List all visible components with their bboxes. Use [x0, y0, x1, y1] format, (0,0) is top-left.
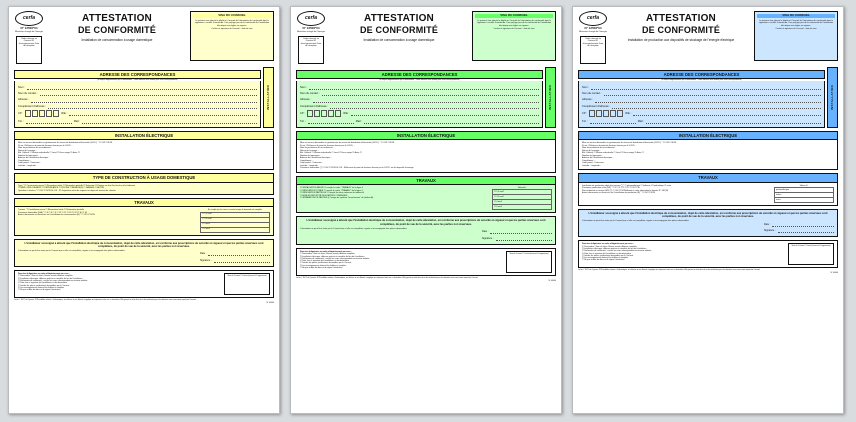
footer-ref: N° 00000 — [830, 272, 838, 275]
install-line-0: Mise en service demandée au gestionnaire du réseau de distribution d'électricité (G.R.D.) * ☐ OUI ☐ NON — [18, 142, 113, 145]
declaration-text: L'installateur soussigné a attesté que l'installation électrique de consommation, objet de cette attestation, est conforme aux prescriptions de sécurité en vigueur et que les parties réservées sont complétées, du point de vue de la sécurité, avec les parties non réservées. — [588, 211, 828, 219]
label-tel: Tél. : — [582, 119, 588, 123]
footer-item-6: ⑦ Ne pas oublier de dater et de signer l'attestation — [582, 259, 625, 262]
travaux-line-0: Installation de production objet des travaux (*) * ☐ photovoltaïque ☐ éolienne ☐ hydraulique ☐ autre — [582, 184, 672, 187]
declaration-block — [578, 209, 838, 238]
label-nom: Nom : — [582, 85, 589, 89]
type-line-1: ☐ PAVILLON/LOGEMENT ☐ DÉPENDANCE ☐ PISCINE ☐ ANNEXE(S) ☐ GARAGE ☐ AUTRE — [18, 187, 104, 190]
type-construction-fields — [14, 183, 274, 196]
footer-item-1: ② Installation électrique : Adresse précise et complète du lieu de l'installation — [582, 248, 647, 250]
visa-note: Le présent visa atteste le dépôt au Consuel de l'attestation de conformité dont le signataire a certifié l'exactitude. Il ne préjuge pas de la conformité de l'installation électrique aux règles en vigueur. — [476, 19, 552, 27]
install-line-4: Bât. Collectif ☐ Maison individuelle ☐ Local ☐ Hors usage ☐ Autre ☐ — [582, 152, 644, 155]
travaux-note: Ne remplir que les cases ci-contre lorsque la demande est complète — [207, 209, 263, 212]
label-nom: Nom : — [300, 85, 307, 89]
declaration-block — [14, 239, 274, 268]
travaux-cell-2[interactable]: autre — [775, 197, 834, 202]
cerfa-logo-block — [578, 11, 608, 64]
travaux-line-2: Autres documents ou électricité sur l'installation de consommation (B) * ☐ OUI ☐ NON — [18, 214, 95, 217]
sheet-header — [14, 11, 274, 67]
label-nom-contact: Nom du contact : — [300, 92, 320, 96]
install-line-7: Complément : — [18, 159, 31, 162]
form-ministry: Ministère chargé de l'énergie — [296, 30, 326, 33]
install-line-9: Latitude : Longitude : — [582, 164, 601, 167]
band-installation: INSTALLATION ÉLECTRIQUE — [296, 131, 556, 140]
input-signature[interactable] — [778, 228, 834, 233]
sheet-subtitle: Installation de production aux dispositifs de stockage de l'énergie électrique — [627, 37, 735, 42]
label-nom-contact: Nom du contact : — [18, 92, 38, 96]
footer-item-6: ⑦ Ne pas oublier de dater et de signer l'attestation — [300, 266, 343, 269]
travaux-line-1: ☐ RÉNOVATION TOTALE ☐ remplir le cadre "TRAVAUX" de la ligne 4 — [300, 189, 363, 192]
footer-visa-box: Visa du Consuel / Cachet (réservé à l'organisme) — [224, 273, 270, 295]
consuel-reserved-box: Cadre réservé au Consuel N° d'enregistrement Date de réception — [16, 36, 42, 64]
band-installation: INSTALLATION ÉLECTRIQUE — [14, 131, 274, 140]
form-ministry: Ministère chargé de l'énergie — [578, 30, 608, 33]
band-type-construction: TYPE DE CONSTRUCTION À USAGE DOMESTIQUE — [14, 173, 274, 182]
travaux-note: Tableau B : — [799, 184, 809, 187]
install-line-2: Nom du prestataire de raccordement : — [582, 147, 616, 150]
adresse-fields — [578, 81, 825, 128]
declaration-block — [296, 216, 556, 245]
input-nom[interactable] — [591, 85, 821, 90]
input-nom-contact[interactable] — [40, 91, 257, 96]
install-line-7: Complément : — [300, 159, 313, 162]
consuel-reserved-box: Cadre réservé au Consuel N° d'enregistrement Date de réception — [580, 36, 606, 64]
install-line-1: Si oui : Référence du point de livraison fournie par le G.R.D. : — [300, 144, 355, 147]
travaux-fields — [296, 185, 556, 213]
declaration-text: L'installateur soussigné a attesté que l'installation électrique de consommation, objet de cette attestation, est conforme aux prescriptions de sécurité en vigueur et que les parties réservées sont complétées, du point de vue de la sécurité, avec les parties non réservées. — [24, 241, 264, 248]
label-ville: Ville : — [343, 112, 350, 116]
sheet-jaune[interactable] — [8, 6, 280, 414]
travaux-line-2: Raccordement au réseau GRD (*) ☐ OUI ☐ NON Arrivée à cette attestation le dossier N° 140 (B) — [582, 189, 669, 192]
type-line-0: Type * ☐ Construction neuve ☐ Rénovation totale ☐ Rénovation partielle ☐ Extension ☐ Remise en état d'un local ou d'un bâtiment — [18, 184, 136, 187]
footer-item-2: ③ Déclaration de conformité : cocher les cases correspondant aux travaux réalisés — [300, 257, 370, 260]
input-nom[interactable] — [309, 85, 539, 90]
sidetab-installation — [827, 67, 838, 128]
install-line-9: Latitude : Longitude : — [18, 164, 37, 167]
travaux-cell-2[interactable]: ☐ 4 mm² — [493, 200, 552, 205]
bottom-legal: La loi n° 78-17 du 6 janvier 1978 modifiée relative à l'informatique, aux fichiers et aux libertés s'applique aux réponses faites sur ce formulaire. Elle garantit un droit d'accès et de rectification pour les données vous concernant auprès du Consuel. — [14, 299, 197, 302]
label-date: Date : — [764, 222, 771, 226]
label-tel: Tél. : — [300, 119, 306, 123]
footer-item-5: ⑥ Les renseignements doivent être lisibles et complets — [300, 264, 347, 267]
adresse-section — [296, 67, 556, 128]
input-signature[interactable] — [214, 258, 270, 263]
cerfa-logo: cerfa — [579, 11, 607, 26]
footer-visa-box: Visa du Consuel / Cachet (réservé à l'organisme) — [788, 243, 834, 265]
adresse-fields — [14, 81, 261, 128]
footer-item-3: ④ Date, lieu et signature de l'installateur ou du demandeur — [300, 260, 350, 263]
install-line-1: Si oui : Référence du point de livraison fournie par le G.R.D. : — [18, 144, 73, 147]
form-ministry: Ministère chargé de l'énergie — [14, 30, 44, 33]
label-ville: Ville : — [61, 112, 68, 116]
label-adresse: Adresse : — [582, 98, 593, 102]
input-cp[interactable] — [589, 110, 623, 117]
install-line-8: Code postal : Commune : — [300, 162, 323, 165]
adresse-fields — [296, 81, 543, 128]
visa-footer: Cachet et signature du Consuel – date de visa — [775, 27, 817, 30]
input-date[interactable] — [208, 251, 270, 256]
title-line-2: DE CONFORMITÉ — [77, 24, 157, 35]
travaux-cell-3[interactable]: ☐ 6 mm² — [493, 205, 552, 210]
travaux-cell-1[interactable]: ☐ 2,5 mm² — [493, 195, 552, 200]
travaux-line-1: Puissance demandée (kVA) * ☐ 3 ☐ 6 ☐ 9 ☐ 12 ☐ 15 ☐ 18 ☐ 24 ☐ 30 ☐ 36 — [18, 211, 87, 214]
visa-title: VISA DU CONSUEL — [193, 14, 271, 18]
install-line-5: Nombre de logements : — [18, 154, 39, 157]
input-nom-contact[interactable] — [322, 91, 539, 96]
band-travaux: TRAVAUX — [296, 176, 556, 185]
label-ville: Ville : — [625, 112, 632, 116]
footer-item-5: ⑥ Les renseignements doivent être lisibles et complets — [18, 286, 65, 289]
input-date[interactable] — [772, 222, 834, 227]
label-mail: Mail : — [355, 119, 362, 123]
label-signature: Signature : — [764, 229, 776, 233]
title-block — [47, 11, 187, 42]
title-line-2: DE CONFORMITÉ — [359, 24, 439, 35]
label-complement: Complément d'adresse : — [18, 104, 47, 108]
label-date: Date : — [482, 230, 489, 234]
sheet-header — [578, 11, 838, 67]
travaux-line-0: Travaux * ☐ Installation neuve ☐ Rénovation totale ☐ Rénovation partielle — [18, 209, 85, 212]
install-extra: Puissance demandée (*) ☐ OUI ☐ NON Si OUI : Référence du point de livraison fournie par le G.R.D. ou du dispositif d'ouvrage — [300, 167, 414, 170]
install-line-5: Nombre de logements : — [582, 154, 603, 157]
install-line-6: Adresse de l'installation électrique : — [300, 157, 332, 160]
form-number: N° 12506*04 — [584, 26, 602, 30]
install-line-6: Adresse de l'installation électrique : — [582, 157, 614, 160]
install-line-7: Complément : — [582, 159, 595, 162]
sidetab-label: INSTALLATION — [547, 84, 552, 111]
travaux-line-3: Autres documents ou électricité sur l'installation de production (B) * ☐ OUI ☐ NON — [582, 192, 656, 195]
input-tel[interactable] — [26, 119, 72, 124]
band-adresse: ADRESSE DES CORRESPONDANCES — [296, 70, 543, 79]
label-cp: CP : — [300, 112, 305, 116]
footer-item-3: ④ Date, lieu et signature de l'installateur ou du demandeur — [18, 282, 68, 285]
label-complement: Complément d'adresse : — [300, 104, 329, 108]
form-number: N° 12506*04 — [20, 26, 38, 30]
adresse-section — [578, 67, 838, 128]
declaration-note: L'attestation ne peut être visée par le Consuel que si elle est complétée, signée et accompagnée des pièces demandées. — [18, 250, 126, 253]
label-mail: Mail : — [73, 119, 80, 123]
travaux-line-0: ☐ INSTALLATION NEUVE ☐ remplir le cadre "TRAVAUX" de la ligne 4 — [300, 187, 363, 190]
travaux-cell-0[interactable]: ☐ 1,5 mm² — [493, 190, 552, 195]
install-line-8: Code postal : Commune : — [582, 162, 605, 165]
sidetab-installation — [263, 67, 274, 128]
title-line-1: ATTESTATION — [82, 13, 152, 24]
travaux-cell-1[interactable]: ☐ 2,5 mm² — [201, 217, 270, 222]
sheet-subtitle: Installation de consommation à usage domestique — [81, 37, 153, 42]
travaux-note: Tableau A : — [517, 187, 527, 190]
sidetab-label: INSTALLATION — [829, 84, 834, 111]
band-travaux: TRAVAUX — [578, 173, 838, 182]
footer-item-1: ② Installation électrique : Adresse précise et complète du lieu de l'installation — [300, 255, 365, 258]
label-mail: Mail : — [637, 119, 644, 123]
cerfa-logo: cerfa — [297, 11, 325, 26]
install-line-4: Bât. Collectif ☐ Maison individuelle ☐ Local ☐ Hors usage ☐ Autre ☐ — [300, 152, 362, 155]
footer-item-6: ⑦ Ne pas oublier de dater et de signer l'attestation — [18, 289, 61, 292]
label-signature: Signature : — [200, 258, 212, 262]
footer-item-0: ① Demandeur : Nom du client, Raison sociale, Adresse complète — [18, 275, 73, 278]
visa-footer: Cachet et signature du Consuel – date de visa — [211, 27, 253, 30]
travaux-cell-0[interactable]: ☐ 1,5 mm² — [201, 212, 270, 217]
bottom-legal: La loi n° 78-17 du 6 janvier 1978 modifiée relative à l'informatique, aux fichiers et aux libertés s'applique aux réponses faites sur ce formulaire. Elle garantit un droit d'accès et de rectification pour les données vous concernant auprès du Consuel. — [578, 269, 761, 272]
cerfa-logo-block — [296, 11, 326, 64]
footer-item-0: ① Demandeur : Nom du client, Raison sociale, Adresse complète — [582, 245, 637, 248]
travaux-cell-1[interactable]: éolien — [775, 192, 834, 197]
input-signature[interactable] — [496, 236, 552, 241]
travaux-fields — [578, 183, 838, 206]
type-line-2: Opération à évaluer * ☐ OUI ☐ NON Si OUI : N° d'opération et/ou de segment et objets de travaux de chantier — [18, 189, 116, 192]
install-line-3: Nature de l'ouvrage : — [18, 149, 37, 152]
install-line-1: Si oui : Référence du point de livraison fournie par le G.R.D. : — [582, 144, 637, 147]
declaration-text: L'installateur soussigné a attesté que l'installation électrique de consommation, objet de cette attestation, est conforme aux prescriptions de sécurité en vigueur et que les parties réservées sont complétées, du point de vue de la sécurité, avec les parties non réservées. — [306, 219, 546, 226]
label-complement: Complément d'adresse : — [582, 104, 611, 108]
input-mail[interactable] — [646, 119, 821, 124]
input-complement[interactable] — [48, 104, 257, 109]
install-line-2: Nom du prestataire de raccordement : — [18, 147, 52, 150]
input-tel[interactable] — [308, 119, 354, 124]
footer-item-4: ⑤ Joindre les pièces justificatives demandées par le Consuel — [300, 262, 352, 265]
band-adresse-sub: (à remplir obligatoirement par le demandeur – cette adresse sera utilisée pour toute correspondance) — [97, 79, 178, 82]
footer-item-0: ① Demandeur : Nom du client, Raison sociale, Adresse complète — [300, 253, 355, 256]
consuel-reserved-box: Cadre réservé au Consuel N° d'enregistrement Date de réception — [298, 36, 324, 64]
input-ville[interactable] — [351, 111, 539, 116]
title-line-1: ATTESTATION — [646, 13, 716, 24]
install-line-6: Adresse de l'installation électrique : — [18, 157, 50, 160]
footer-item-2: ③ Déclaration de conformité : cocher les cases correspondant aux travaux réalisés — [582, 250, 652, 253]
installation-fields — [296, 140, 556, 173]
cerfa-logo-block — [14, 11, 44, 64]
title-block — [611, 11, 751, 42]
band-adresse: ADRESSE DES CORRESPONDANCES — [14, 70, 261, 79]
install-line-4: Bât. Collectif ☐ Maison individuelle ☐ Local ☐ Hors usage ☐ Autre ☐ — [18, 152, 80, 155]
input-complement[interactable] — [612, 104, 821, 109]
footer-title: Données obligatoires au cadre obligatoirement par vous : — [582, 243, 634, 246]
footer-item-2: ③ Déclaration de conformité : cocher les cases correspondant aux travaux réalisés — [18, 280, 88, 283]
input-adresse[interactable] — [313, 98, 539, 103]
travaux-cell-0[interactable]: photovoltaïque — [775, 187, 834, 192]
input-complement[interactable] — [330, 104, 539, 109]
input-date[interactable] — [490, 229, 552, 234]
input-nom-contact[interactable] — [604, 91, 821, 96]
install-line-2: Nom du prestataire de raccordement : — [300, 147, 334, 150]
sidetab-installation — [545, 67, 556, 128]
label-cp: CP : — [18, 112, 23, 116]
band-adresse-sub: (à remplir obligatoirement par le demandeur – cette adresse sera utilisée pour toute correspondance) — [661, 79, 742, 82]
travaux-line-1: Puissance production crête (kW) * ☐ 3 ☐ 6 ☐ 9 ☐ 12 ☐ 18 ☐ 36 — [582, 187, 640, 190]
title-line-1: ATTESTATION — [364, 13, 434, 24]
footer-item-4: ⑤ Joindre les pièces justificatives demandées par le Consuel — [582, 254, 634, 257]
install-line-8: Code postal : Commune : — [18, 162, 41, 165]
travaux-table[interactable] — [492, 189, 552, 210]
travaux-line-3: ☐ MISE EN SÉCURITÉ DES PARTIES COMMUNES — [300, 194, 348, 197]
band-installation: INSTALLATION ÉLECTRIQUE — [578, 131, 838, 140]
visa-consuel-box — [190, 11, 274, 61]
visa-note: Le présent visa atteste le dépôt au Consuel de l'attestation de conformité dont le signataire a certifié l'exactitude. Il ne préjuge pas de la conformité de l'installation électrique aux règles en vigueur. — [194, 19, 270, 27]
visa-title: VISA DU CONSUEL — [757, 14, 835, 18]
installation-fields — [578, 140, 838, 170]
install-line-3: Nature de l'ouvrage : — [582, 149, 601, 152]
form-number: N° 12506*04 — [302, 26, 320, 30]
install-line-0: Mise en service demandée au gestionnaire du réseau de distribution d'électricité (G.R.D.) * ☐ OUI ☐ NON — [582, 142, 677, 145]
travaux-fields — [14, 207, 274, 235]
input-mail[interactable] — [364, 119, 539, 124]
visa-consuel-box — [754, 11, 838, 61]
adresse-section — [14, 67, 274, 128]
install-line-3: Nature de l'ouvrage : — [300, 149, 319, 152]
sheet-bleu[interactable] — [572, 6, 844, 414]
footer-item-5: ⑥ Les renseignements doivent être lisibles et complets — [582, 257, 629, 260]
input-ville[interactable] — [69, 111, 257, 116]
band-adresse-sub: (à remplir obligatoirement par le demandeur – cette adresse sera utilisée pour toute correspondance) — [379, 79, 460, 82]
install-line-9: Latitude : Longitude : — [300, 164, 319, 167]
title-line-2: DE CONFORMITÉ — [641, 24, 721, 35]
label-date: Date : — [200, 252, 207, 256]
declaration-note: L'attestation ne peut être visée par le Consuel que si elle est complétée, signée et accompagnée des pièces demandées. — [582, 220, 690, 223]
label-cp: CP : — [582, 112, 587, 116]
declaration-note: L'attestation ne peut être visée par le Consuel que si elle est complétée, signée et accompagnée des pièces demandées. — [300, 227, 408, 230]
footer-item-1: ② Installation électrique : Adresse précise et complète du lieu de l'installation — [18, 277, 83, 280]
footer-ref: N° 00000 — [266, 302, 274, 305]
install-line-0: Mise en service demandée au gestionnaire du réseau de distribution d'électricité (G.R.D.) * ☐ OUI ☐ NON — [300, 142, 395, 145]
label-tel: Tél. : — [18, 119, 24, 123]
label-adresse: Adresse : — [18, 98, 29, 102]
title-block — [329, 11, 469, 42]
travaux-table[interactable] — [200, 212, 270, 233]
sheet-header — [296, 11, 556, 67]
label-nom: Nom : — [18, 85, 25, 89]
bottom-legal: La loi n° 78-17 du 6 janvier 1978 modifiée relative à l'informatique, aux fichiers et aux libertés s'applique aux réponses faites sur ce formulaire. Elle garantit un droit d'accès et de rectification pour les données vous concernant auprès du Consuel. — [296, 276, 479, 279]
input-ville[interactable] — [633, 111, 821, 116]
label-signature: Signature : — [482, 236, 494, 240]
band-travaux: TRAVAUX — [14, 198, 274, 207]
visa-consuel-box — [472, 11, 556, 61]
footer-block — [14, 270, 274, 298]
travaux-cell-3[interactable]: ☐ 6 mm² — [201, 227, 270, 232]
footer-block — [296, 248, 556, 276]
label-nom-contact: Nom du contact : — [582, 92, 602, 96]
footer-item-4: ⑤ Joindre les pièces justificatives demandées par le Consuel — [18, 284, 70, 287]
input-mail[interactable] — [82, 119, 257, 124]
cerfa-logo: cerfa — [15, 11, 43, 26]
band-adresse: ADRESSE DES CORRESPONDANCES — [578, 70, 825, 79]
footer-ref: N° 00000 — [548, 279, 556, 282]
input-adresse[interactable] — [595, 98, 821, 103]
visa-note: Le présent visa atteste le dépôt au Consuel de l'attestation de conformité dont le signataire a certifié l'exactitude. Il ne préjuge pas de la conformité de l'installation électrique aux règles en vigueur. — [758, 19, 834, 27]
footer-block — [578, 240, 838, 268]
input-cp[interactable] — [25, 110, 59, 117]
visa-title: VISA DU CONSUEL — [475, 14, 553, 18]
input-adresse[interactable] — [31, 98, 257, 103]
install-line-5: Nombre de logements : — [300, 154, 321, 157]
label-adresse: Adresse : — [300, 98, 311, 102]
sidetab-label: INSTALLATION — [265, 84, 270, 111]
footer-item-3: ④ Date, lieu et signature de l'installateur ou du demandeur — [582, 252, 632, 255]
installation-fields — [14, 140, 274, 170]
footer-title: Données obligatoires au cadre obligatoirement par vous : — [18, 273, 70, 276]
input-nom[interactable] — [27, 85, 257, 90]
input-tel[interactable] — [590, 119, 636, 124]
input-cp[interactable] — [307, 110, 341, 117]
visa-footer: Cachet et signature du Consuel – date de visa — [493, 27, 535, 30]
travaux-line-4: ☐ SÉPARATION DE PARTIES (à l'usage du système "branchement" de tableau A) — [300, 197, 374, 200]
travaux-line-2: ☐ RÉNOVATION PARTIELLE ☐ remplir les deux colonnes du tableau A — [300, 192, 364, 195]
footer-visa-box: Visa du Consuel / Cachet (réservé à l'organisme) — [506, 251, 552, 273]
footer-title: Données obligatoires au cadre obligatoirement par vous : — [300, 250, 352, 253]
sheet-vert[interactable] — [290, 6, 562, 414]
sheet-subtitle: Installation de consommation à usage domestique — [363, 37, 435, 42]
travaux-cell-2[interactable]: ☐ 4 mm² — [201, 222, 270, 227]
